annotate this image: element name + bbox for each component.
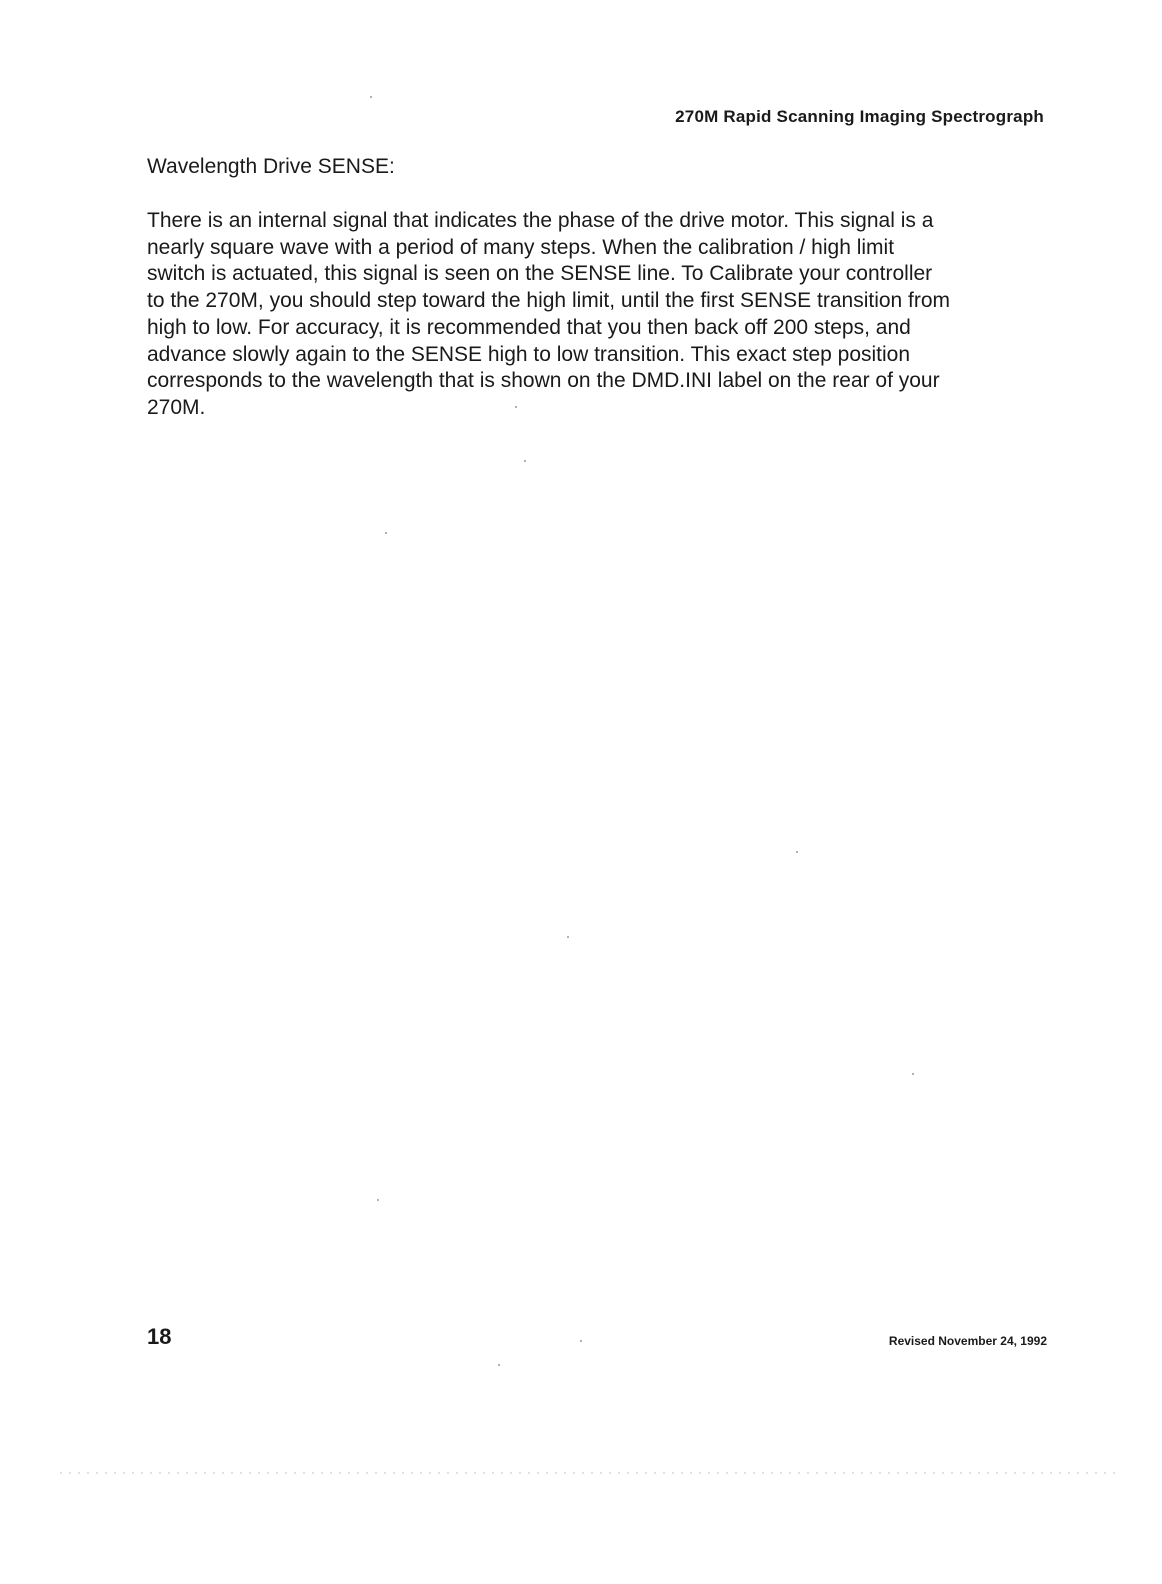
scan-speck xyxy=(796,851,798,853)
scan-speck xyxy=(580,1340,582,1342)
scan-speck xyxy=(912,1073,914,1075)
body-line: to the 270M, you should step toward the high limit, until the first SENSE transition from xyxy=(147,289,951,313)
scan-speck xyxy=(385,532,387,534)
section-heading: Wavelength Drive SENSE: xyxy=(147,155,395,178)
revision-date: Revised November 24, 1992 xyxy=(888,1334,1047,1348)
body-line: corresponds to the wavelength that is shown on the DMD.INI label on the rear of your xyxy=(147,369,940,393)
body-line: There is an internal signal that indicates the phase of the drive motor. This signal is a xyxy=(147,209,934,232)
scan-speck xyxy=(524,460,526,462)
body-line: nearly square wave with a period of many steps. When the calibration / high limit xyxy=(147,235,895,259)
body-line: high to low. For accuracy, it is recommended that you then back off 200 steps, and xyxy=(147,315,911,339)
body-paragraph xyxy=(147,208,1047,422)
scan-speck xyxy=(370,96,372,98)
scan-speck xyxy=(377,1199,379,1201)
running-header: 270M Rapid Scanning Imaging Spectrograph xyxy=(675,107,1044,126)
body-line: 270M. xyxy=(147,395,206,419)
body-line: advance slowly again to the SENSE high to low transition. This exact step position xyxy=(147,342,911,366)
scan-speck xyxy=(567,936,569,938)
scan-strip xyxy=(60,1472,1122,1474)
page-number: 18 xyxy=(147,1324,172,1349)
body-line: switch is actuated, this signal is seen on the SENSE line. To Calibrate your controller xyxy=(147,262,933,286)
scan-speck xyxy=(515,406,517,408)
scan-speck xyxy=(498,1364,500,1366)
